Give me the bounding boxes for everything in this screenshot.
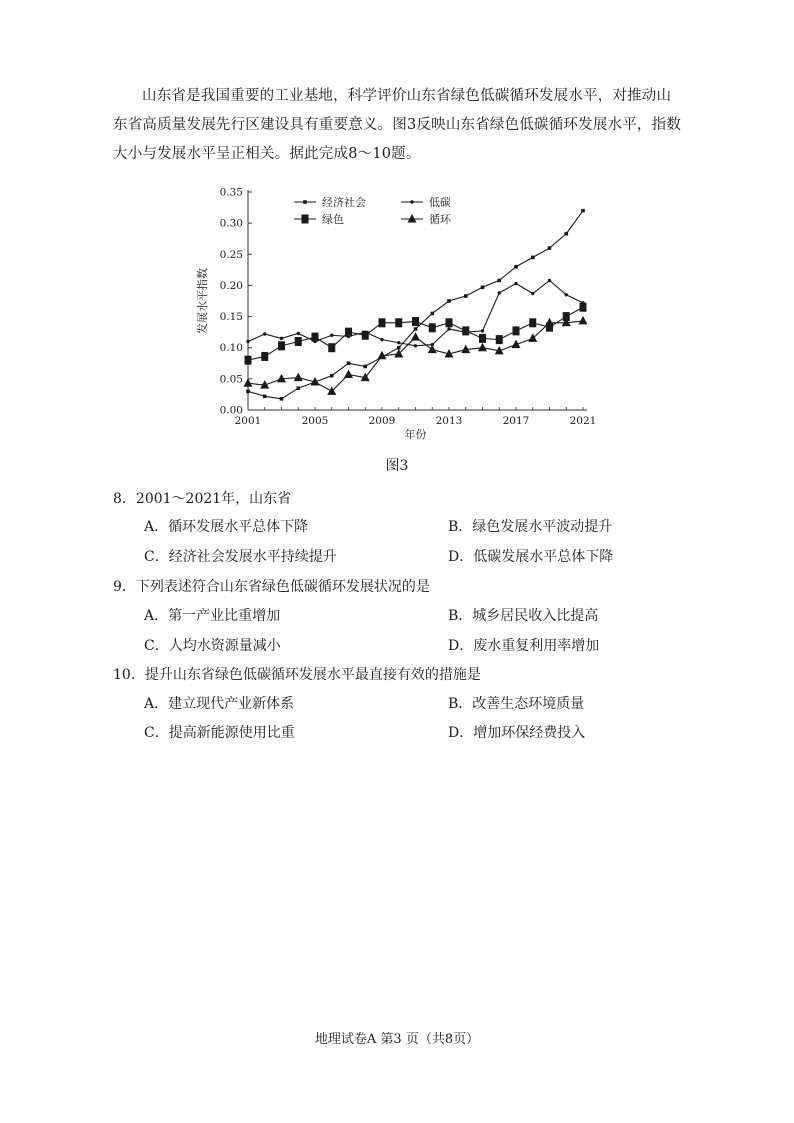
x-tick-label: 2013 xyxy=(435,415,463,427)
data-point-economy-society xyxy=(296,386,300,390)
question-9-stem: 9．下列表述符合山东省绿色低碳循环发展状况的是 xyxy=(113,579,430,595)
data-point-low-carbon xyxy=(263,332,266,335)
data-point-circular xyxy=(428,345,437,354)
data-point-green xyxy=(479,334,486,343)
data-point-economy-society xyxy=(514,265,518,269)
data-point-economy-society xyxy=(497,279,501,283)
data-point-low-carbon xyxy=(414,344,417,347)
data-point-green xyxy=(345,328,352,337)
data-point-green xyxy=(245,356,252,365)
data-point-circular xyxy=(244,378,253,387)
data-point-low-carbon xyxy=(280,337,283,340)
q9-option-d[interactable]: D．废水重复利用率增加 xyxy=(448,638,600,654)
q10-option-d[interactable]: D．增加环保经费投入 xyxy=(448,725,586,741)
data-point-low-carbon xyxy=(380,338,383,341)
y-tick-label: 0.00 xyxy=(219,404,243,417)
legend-marker-green xyxy=(302,215,309,224)
data-point-circular xyxy=(478,343,487,352)
data-point-green xyxy=(580,303,587,312)
y-tick-label: 0.35 xyxy=(219,186,243,199)
data-point-economy-society xyxy=(447,299,451,303)
data-point-green xyxy=(529,318,536,327)
data-point-circular xyxy=(545,318,554,327)
x-tick-label: 2005 xyxy=(301,415,329,427)
y-tick-label: 0.30 xyxy=(219,217,243,230)
question-8-stem: 8．2001～2021年，山东省 xyxy=(113,491,292,507)
data-point-green xyxy=(295,337,302,346)
data-point-low-carbon xyxy=(481,329,484,332)
data-point-green xyxy=(496,335,503,344)
page-footer: 地理试卷A 第3 页（共8页） xyxy=(314,1032,480,1047)
data-point-economy-society xyxy=(430,312,434,316)
x-tick-label: 2017 xyxy=(502,415,530,427)
line-chart xyxy=(190,180,600,445)
data-point-economy-society xyxy=(263,394,267,398)
data-point-economy-society xyxy=(280,397,284,401)
legend-label-economy-society: 经济社会 xyxy=(322,196,366,209)
data-point-economy-society xyxy=(481,285,485,289)
x-tick-label: 2021 xyxy=(569,415,597,427)
q10-option-a[interactable]: A．建立现代产业新体系 xyxy=(144,696,295,712)
question-10-stem: 10．提升山东省绿色低碳循环发展水平最直接有效的措施是 xyxy=(113,667,481,683)
data-point-low-carbon xyxy=(565,293,568,296)
data-point-low-carbon xyxy=(548,279,551,282)
legend-marker-low-carbon xyxy=(410,200,413,203)
data-point-green xyxy=(462,326,469,335)
y-tick-label: 0.05 xyxy=(219,373,243,386)
data-point-low-carbon xyxy=(246,340,249,343)
data-point-economy-society xyxy=(330,374,334,378)
data-point-low-carbon xyxy=(330,334,333,337)
q8-option-c[interactable]: C．经济社会发展水平持续提升 xyxy=(144,549,337,565)
data-point-green xyxy=(312,333,319,342)
data-point-circular xyxy=(344,369,353,378)
y-tick-label: 0.25 xyxy=(219,248,243,261)
legend-marker-economy-society xyxy=(303,200,307,204)
q8-option-b[interactable]: B．绿色发展水平波动提升 xyxy=(448,519,613,535)
data-point-green xyxy=(362,331,369,340)
q9-option-b[interactable]: B．城乡居民收入比提高 xyxy=(448,608,599,624)
legend-label-low-carbon: 低碳 xyxy=(429,196,451,209)
intro-paragraph xyxy=(113,82,683,169)
intro-text: 山东省是我国重要的工业基地，科学评价山东省绿色低碳循环发展水平，对推动山东省高质量发展先行区建设具有重要意义。图3反映山东省绿色低碳循环发展水平，指数大小与发展水平呈正相关。据此完成8～10题。 xyxy=(113,88,682,162)
q8-option-a[interactable]: A．循环发展水平总体下降 xyxy=(144,519,309,535)
data-point-economy-society xyxy=(464,294,468,298)
data-point-circular xyxy=(579,316,588,325)
x-tick-label: 2001 xyxy=(234,415,262,427)
q9-option-c[interactable]: C．人均水资源量减小 xyxy=(144,638,281,654)
data-point-green xyxy=(261,352,268,361)
x-tick-label: 2009 xyxy=(368,415,396,427)
data-point-green xyxy=(429,323,436,332)
legend-label-circular: 循环 xyxy=(429,213,451,226)
data-point-green xyxy=(278,341,285,350)
x-axis-title: 年份 xyxy=(404,428,427,441)
series-line-economy-society xyxy=(248,211,583,399)
y-axis-title: 发展水平指数 xyxy=(196,268,209,334)
data-point-green xyxy=(412,317,419,326)
data-point-economy-society xyxy=(414,327,418,331)
y-tick-label: 0.10 xyxy=(219,342,243,355)
figure-caption: 图3 xyxy=(385,458,409,474)
data-point-economy-society xyxy=(363,365,367,369)
data-point-green xyxy=(446,318,453,327)
data-point-economy-society xyxy=(246,390,250,394)
y-tick-label: 0.20 xyxy=(219,279,243,292)
legend-label-green: 绿色 xyxy=(322,213,344,226)
data-point-low-carbon xyxy=(447,327,450,330)
data-point-green xyxy=(513,326,520,335)
data-point-low-carbon xyxy=(531,292,534,295)
data-point-green xyxy=(328,343,335,352)
data-point-low-carbon xyxy=(498,291,501,294)
y-tick-label: 0.15 xyxy=(219,311,243,324)
data-point-economy-society xyxy=(564,232,568,236)
data-point-low-carbon xyxy=(297,332,300,335)
data-point-low-carbon xyxy=(397,341,400,344)
q10-option-b[interactable]: B．改善生态环境质量 xyxy=(448,696,585,712)
data-point-economy-society xyxy=(347,361,351,365)
q9-option-a[interactable]: A．第一产业比重增加 xyxy=(144,608,281,624)
data-point-economy-society xyxy=(531,256,535,260)
data-point-circular xyxy=(411,332,420,341)
q8-option-d[interactable]: D．低碳发展水平总体下降 xyxy=(448,549,614,565)
data-point-circular xyxy=(294,373,303,382)
data-point-green xyxy=(395,318,402,327)
data-point-low-carbon xyxy=(514,282,517,285)
data-point-economy-society xyxy=(581,209,585,213)
data-point-green xyxy=(379,318,386,327)
legend-marker-circular xyxy=(408,214,417,223)
data-point-economy-society xyxy=(548,246,552,250)
data-point-circular xyxy=(528,333,537,342)
q10-option-c[interactable]: C．提高新能源使用比重 xyxy=(144,725,295,741)
